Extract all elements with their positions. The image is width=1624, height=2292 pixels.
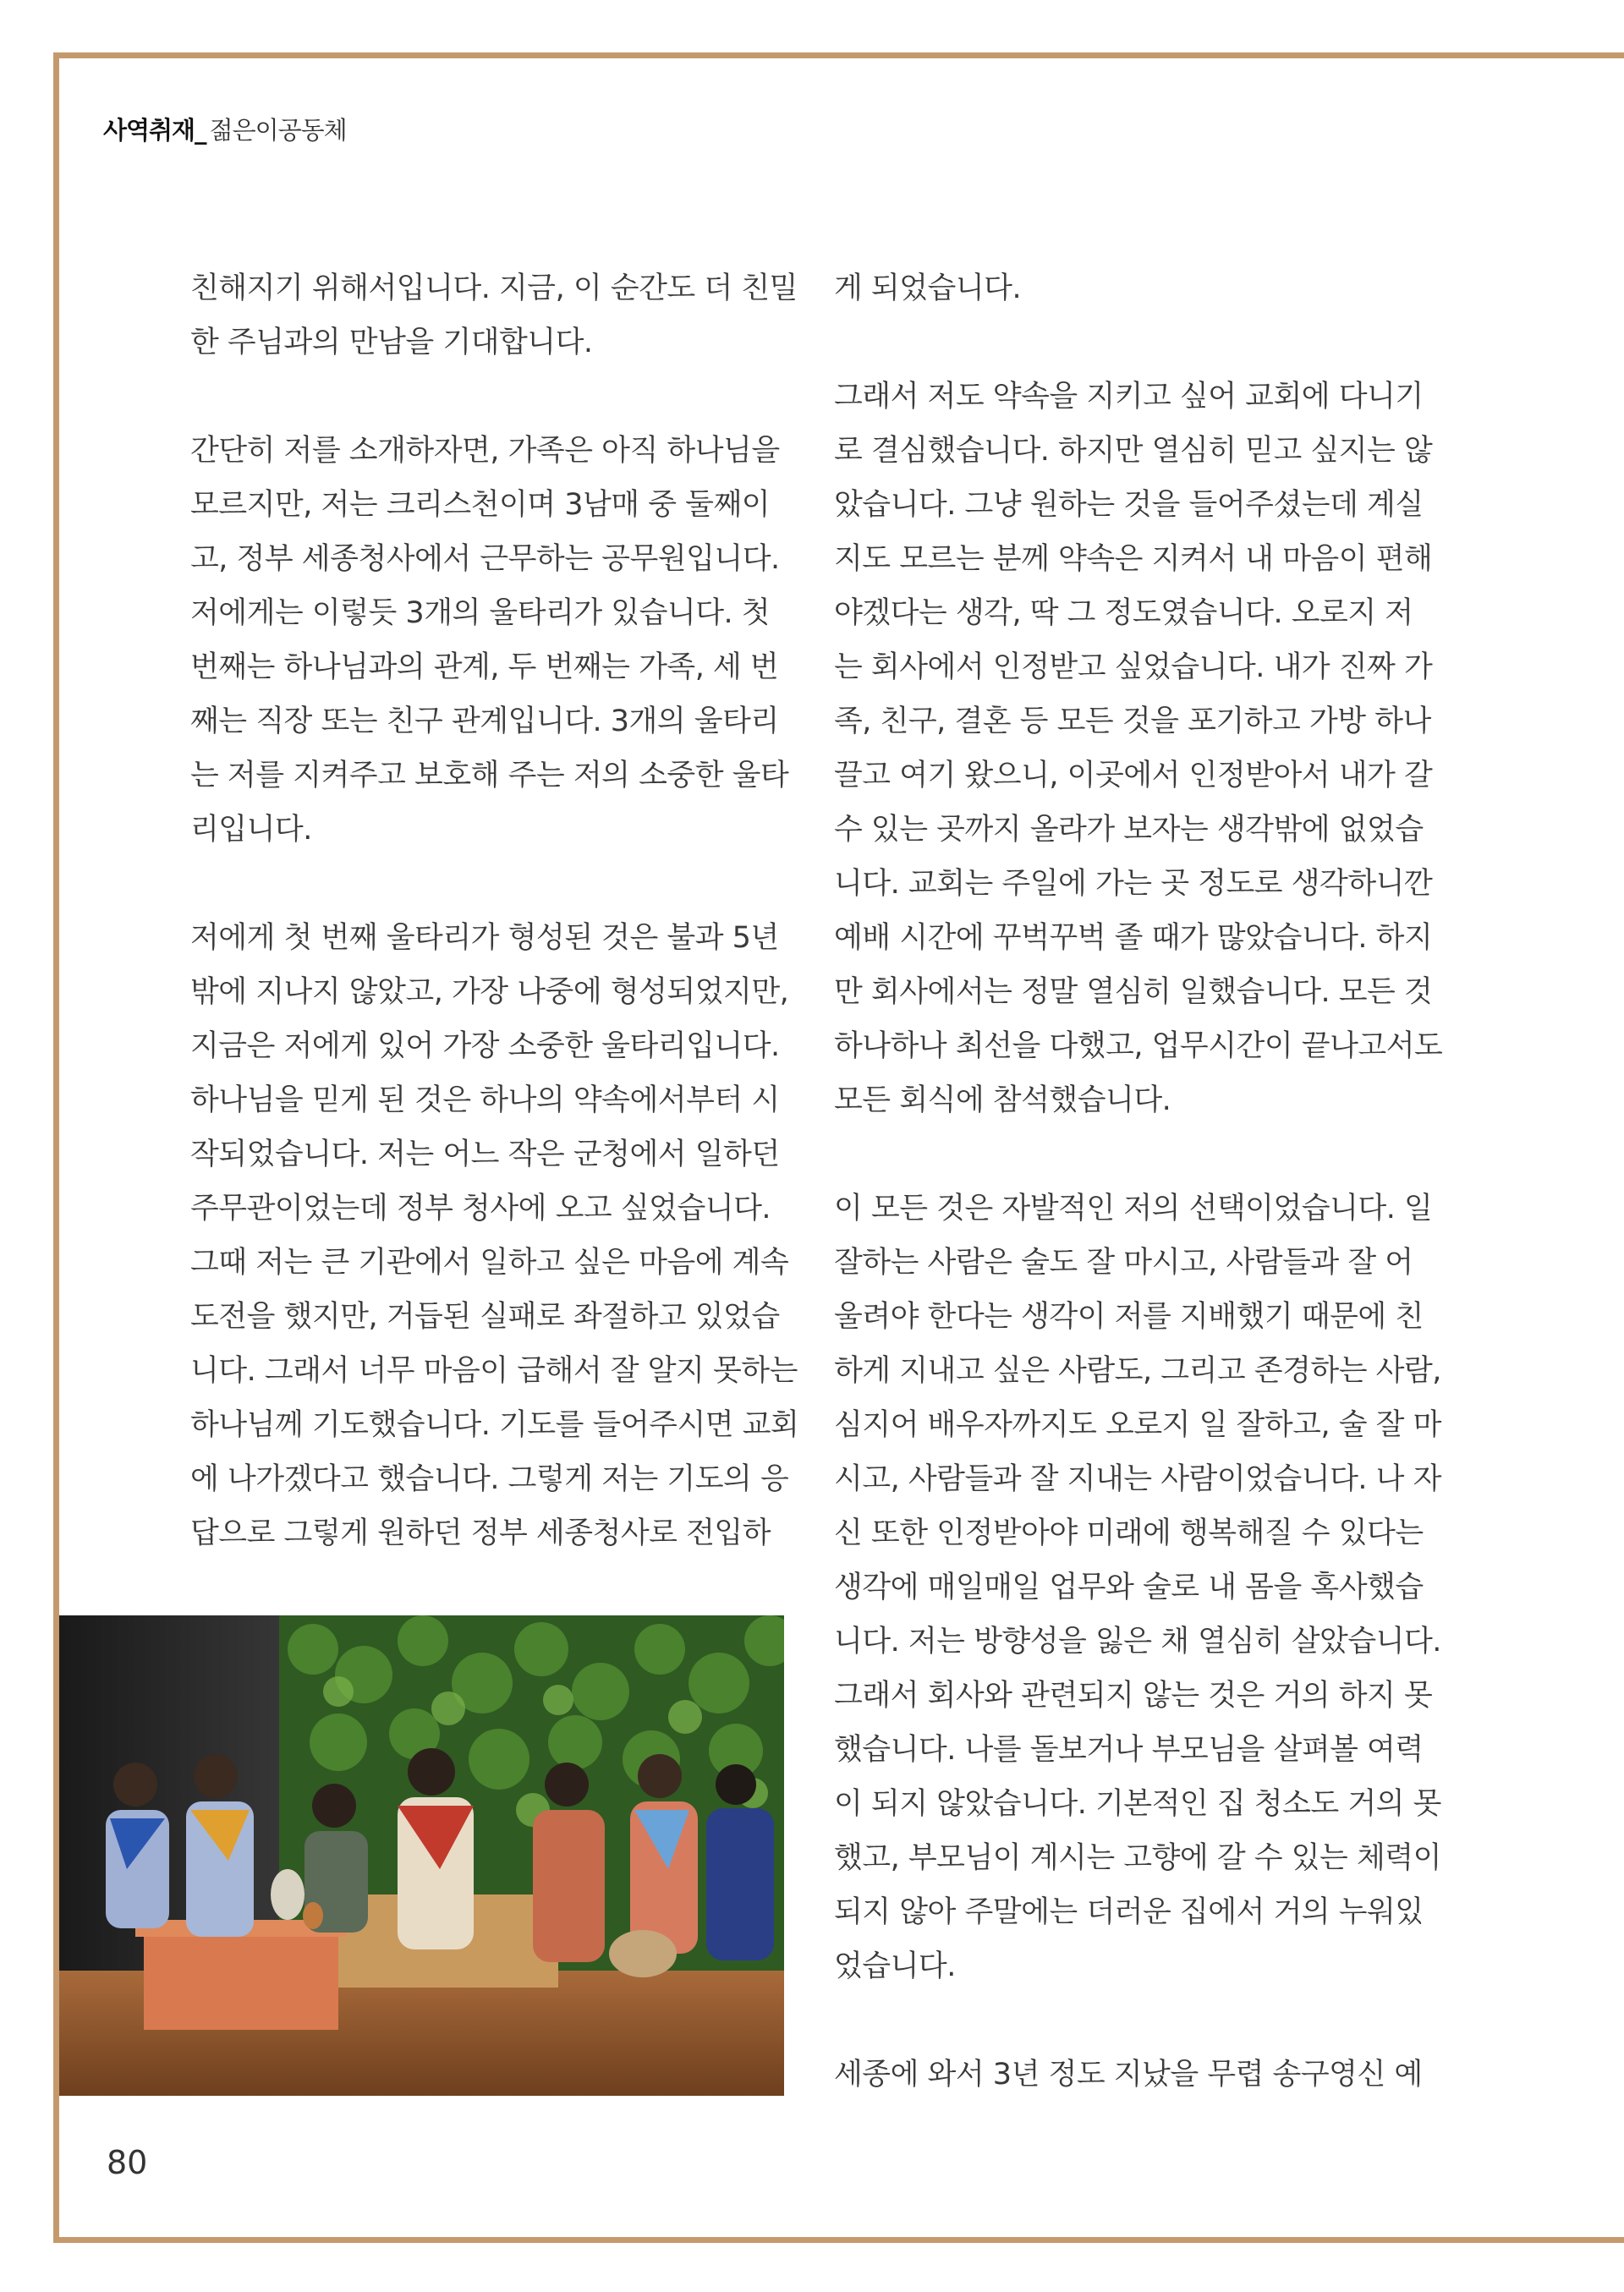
text-line: 그래서 회사와 관련되지 않는 것은 거의 하지 못 — [834, 1679, 1433, 1713]
text-line: 끌고 여기 왔으니, 이곳에서 인정받아서 내가 갈 — [834, 759, 1433, 792]
paragraph — [834, 2048, 1436, 2102]
text-line: 되지 않아 주말에는 더러운 집에서 거의 누워있 — [834, 1895, 1424, 1929]
text-line: 야겠다는 생각, 딱 그 정도였습니다. 오로지 저 — [834, 596, 1413, 630]
text-line: 리입니다. — [190, 813, 312, 847]
text-line: 신 또한 인정받아야 미래에 행복해질 수 있다는 — [834, 1516, 1424, 1550]
text-line: 수 있는 곳까지 올라가 보자는 생각밖에 없었습 — [834, 813, 1424, 847]
text-line: 는 저를 지켜주고 보호해 주는 저의 소중한 울타 — [190, 759, 789, 792]
text-line: 로 결심했습니다. 하지만 열심히 믿고 싶지는 않 — [834, 434, 1433, 468]
text-line: 잘하는 사람은 술도 잘 마시고, 사람들과 잘 어 — [834, 1246, 1413, 1280]
text-line: 작되었습니다. 저는 어느 작은 군청에서 일하던 — [190, 1138, 780, 1171]
text-line: 니다. 그래서 너무 마음이 급해서 잘 알지 못하는 — [190, 1354, 798, 1388]
text-line: 에 나가겠다고 했습니다. 그렇게 저는 기도의 응 — [190, 1462, 789, 1496]
text-line: 지도 모르는 분께 약속은 지켜서 내 마음이 편해 — [834, 542, 1433, 576]
paragraph — [834, 261, 1436, 315]
text-line: 생각에 매일매일 업무와 술로 내 몸을 혹사했습 — [834, 1571, 1424, 1604]
paragraph — [190, 261, 798, 370]
text-line: 고, 정부 세종청사에서 근무하는 공무원입니다. — [190, 542, 780, 576]
section-title: 사역취재_ — [103, 116, 206, 145]
text-line: 간단히 저를 소개하자면, 가족은 아직 하나님을 — [190, 434, 780, 468]
text-line: 한 주님과의 만남을 기대합니다. — [190, 326, 593, 359]
text-line: 니다. 교회는 주일에 가는 곳 정도로 생각하니깐 — [834, 867, 1433, 901]
right-text-column — [834, 261, 1443, 2102]
text-line: 예배 시간에 꾸벅꾸벅 졸 때가 많았습니다. 하지 — [834, 921, 1433, 955]
text-line: 주무관이었는데 정부 청사에 오고 싶었습니다. — [190, 1192, 771, 1226]
text-line: 지금은 저에게 있어 가장 소중한 울타리입니다. — [190, 1029, 780, 1063]
page-frame-left — [53, 52, 59, 2243]
text-line: 답으로 그렇게 원하던 정부 세종청사로 전입하 — [190, 1516, 771, 1550]
text-line: 했습니다. 나를 돌보거나 부모님을 살펴볼 여력 — [834, 1733, 1424, 1767]
section-header — [103, 112, 347, 146]
left-text-column — [190, 261, 799, 1560]
text-line: 도전을 했지만, 거듭된 실패로 좌절하고 있었습 — [190, 1300, 780, 1334]
text-line: 그래서 저도 약속을 지키고 싶어 교회에 다니기 — [834, 380, 1424, 414]
text-line: 했고, 부모님이 계시는 고향에 갈 수 있는 체력이 — [834, 1841, 1441, 1875]
page-frame-top — [53, 52, 1624, 58]
paragraph — [834, 1182, 1441, 1993]
text-line: 이 모든 것은 자발적인 저의 선택이었습니다. 일 — [834, 1192, 1433, 1226]
paragraph — [190, 424, 793, 857]
text-line: 이 되지 않았습니다. 기본적인 집 청소도 거의 못 — [834, 1787, 1441, 1821]
text-line: 울려야 한다는 생각이 저를 지배했기 때문에 친 — [834, 1300, 1424, 1334]
text-line: 하나님께 기도했습니다. 기도를 들어주시면 교회 — [190, 1408, 799, 1442]
text-line: 세종에 와서 3년 정도 지났을 무렵 송구영신 예 — [834, 2058, 1423, 2092]
text-line: 저에게 첫 번째 울타리가 형성된 것은 불과 5년 — [190, 921, 779, 955]
text-line: 번째는 하나님과의 관계, 두 번째는 가족, 세 번 — [190, 650, 779, 684]
page-frame-bottom — [53, 2237, 1624, 2243]
text-line: 모르지만, 저는 크리스천이며 3남매 중 둘째이 — [190, 488, 771, 522]
text-line: 저에게는 이렇듯 3개의 울타리가 있습니다. 첫 — [190, 596, 771, 630]
text-line: 심지어 배우자까지도 오로지 일 잘하고, 술 잘 마 — [834, 1408, 1441, 1442]
text-line: 니다. 저는 방향성을 잃은 채 열심히 살았습니다. — [834, 1625, 1441, 1659]
text-line: 았습니다. 그냥 원하는 것을 들어주셨는데 계실 — [834, 488, 1424, 522]
text-line: 하게 지내고 싶은 사람도, 그리고 존경하는 사람, — [834, 1354, 1441, 1388]
text-line: 밖에 지나지 않았고, 가장 나중에 형성되었지만, — [190, 975, 789, 1009]
text-line: 째는 직장 또는 친구 관계입니다. 3개의 울타리 — [190, 705, 779, 738]
text-line: 는 회사에서 인정받고 싶었습니다. 내가 진짜 가 — [834, 650, 1433, 684]
page-number: 80 — [107, 2144, 148, 2181]
text-line: 그때 저는 큰 기관에서 일하고 싶은 마음에 계속 — [190, 1246, 789, 1280]
text-line: 시고, 사람들과 잘 지내는 사람이었습니다. 나 자 — [834, 1462, 1441, 1496]
text-line: 모든 회식에 참석했습니다. — [834, 1083, 1171, 1117]
text-line: 친해지기 위해서입니다. 지금, 이 순간도 더 친밀 — [190, 271, 798, 305]
text-line: 만 회사에서는 정말 열심히 일했습니다. 모든 것 — [834, 975, 1433, 1009]
paragraph — [190, 911, 799, 1560]
text-line: 하나하나 최선을 다했고, 업무시간이 끝나고서도 — [834, 1029, 1443, 1063]
text-line: 하나님을 믿게 된 것은 하나의 약속에서부터 시 — [190, 1083, 780, 1117]
text-line: 었습니다. — [834, 1949, 956, 1983]
text-line: 게 되었습니다. — [834, 271, 1022, 305]
paragraph — [834, 370, 1443, 1127]
text-line: 족, 친구, 결혼 등 모든 것을 포기하고 가방 하나 — [834, 705, 1431, 738]
section-subtitle: 젊은이공동체 — [209, 116, 347, 145]
stage-photo — [59, 1615, 784, 2096]
